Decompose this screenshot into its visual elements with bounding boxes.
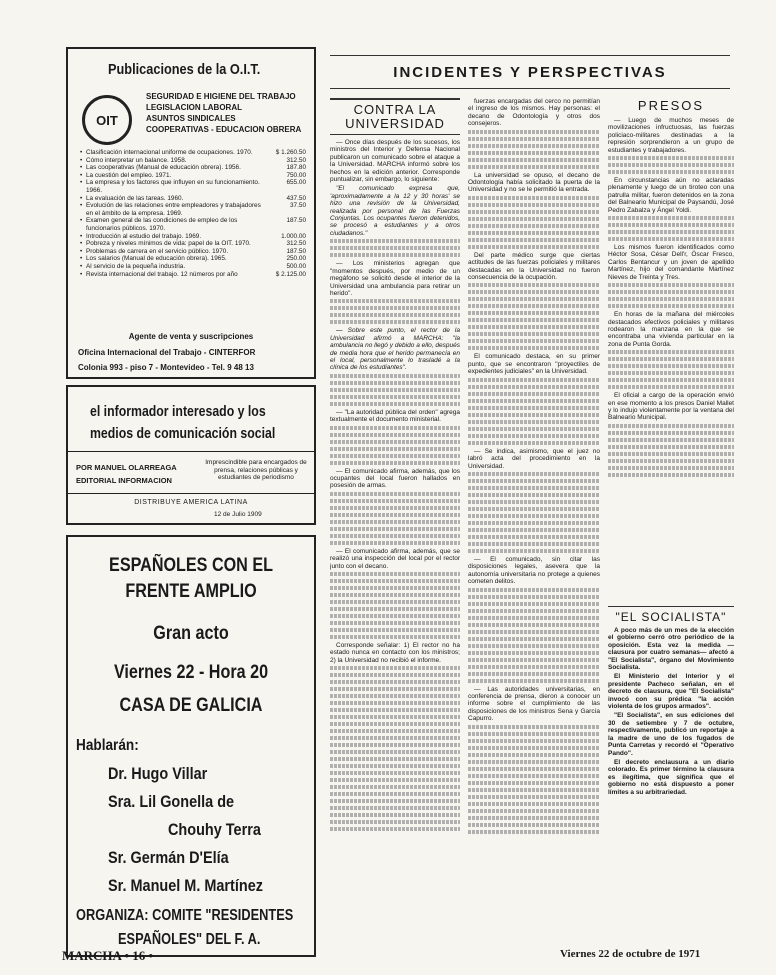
- text-line-filler: [468, 472, 600, 476]
- universidad-title-text: CONTRA LA UNIVERSIDAD: [345, 102, 445, 131]
- text-line-filler: [468, 151, 600, 155]
- oit-office: Oficina Internacional del Trabajo - CINTERFOR: [78, 348, 256, 357]
- list-item: • La cuestión del empleo. 1971. 750.00: [80, 172, 306, 180]
- text-line-filler: [330, 534, 460, 538]
- oit-topic: LEGISLACION LABORAL: [146, 103, 242, 112]
- text-line-filler: [330, 246, 460, 250]
- text-line-filler: [330, 447, 460, 451]
- article-paragraph: "El comunicado expresa que, 'aproximadamente a la 12 y 30 horas' se hizo una revisión de la Universidad, realizada por personal de las Fuerzas Conjuntas. Los ocupantes fueron detenidos, se procesó a estudiantes y a otros ciudadanos.": [330, 185, 460, 237]
- text-line-filler: [608, 357, 734, 361]
- text-line-filler: [468, 420, 600, 424]
- text-line-filler: [330, 764, 460, 768]
- text-line-filler: [608, 304, 734, 308]
- article-paragraph: — El comunicado afirma, además, que se realizó una inspección del local por el rector junto con el decano.: [330, 547, 460, 570]
- text-line-filler: [330, 299, 460, 303]
- text-line-filler: [468, 760, 600, 764]
- text-line-filler: [608, 156, 734, 160]
- oit-agent: Agente de venta y suscripciones: [128, 332, 254, 341]
- text-line-filler: [468, 830, 600, 834]
- text-line-filler: [468, 725, 600, 729]
- text-line-filler: [468, 304, 600, 308]
- text-line-filler: [468, 231, 600, 235]
- text-line-filler: [608, 385, 734, 389]
- text-line-filler: [608, 223, 734, 227]
- article-paragraph: — Se indica, asimismo, que el juez no labró acta del procedimiento en la Universidad.: [468, 447, 600, 470]
- list-item: • La evaluación de las tareas. 1960. 437.50: [80, 195, 306, 203]
- text-line-filler: [608, 445, 734, 449]
- text-line-filler: [330, 729, 460, 733]
- article-paragraph: El oficial a cargo de la operación envió en ese momento a los presos Daniel Mallet y lo indujo violentamente por la ventana del Balneario Municipal.: [608, 392, 734, 422]
- text-line-filler: [468, 493, 600, 497]
- universidad-title: [330, 98, 460, 135]
- text-line-filler: [330, 600, 460, 604]
- article-paragraph: En circunstancias aún no aclaradas plenamente y luego de un tiroteo con una patrulla militar, fueron detenidos en la zona del Balneario Municipal de Paysandú, José Pedro Zabalza y Ángel Yoldi.: [608, 177, 734, 214]
- article-paragraph: "El Socialista", en sus ediciones del 30 de setiembre y 7 de octubre, respectivamente, publicó un reportaje a la madre de uno de los fugados de Punta Carretas y recordó el "Operativo Pando".: [608, 712, 734, 757]
- text-line-filler: [330, 778, 460, 782]
- text-line-filler: [468, 165, 600, 169]
- text-line-filler: [468, 378, 600, 382]
- article-paragraph: — Luego de muchos meses de movilizaciones infructuosas, las fuerzas policiaco-militares destinadas a la represión sorprendieron a un grupo de estudiantes y trabajadores.: [608, 117, 734, 154]
- text-line-filler: [330, 239, 460, 243]
- oit-logo: [82, 95, 132, 145]
- text-line-filler: [468, 549, 600, 553]
- frente-speaker: Dr. Hugo Villar: [108, 764, 208, 783]
- text-line-filler: [608, 230, 734, 234]
- universidad-continuation: [468, 98, 600, 946]
- text-line-filler: [468, 753, 600, 757]
- text-line-filler: [468, 665, 600, 669]
- text-line-filler: [608, 466, 734, 470]
- article-paragraph: — Los ministerios agregan que "momentos después, por medio de un megáfono se solicitó desde el interior de la Universidad una ambulancia para retirar un herido".: [330, 260, 460, 297]
- text-line-filler: [468, 297, 600, 301]
- text-line-filler: [468, 602, 600, 606]
- text-line-filler: [468, 672, 600, 676]
- socialista-article: [608, 606, 734, 946]
- text-line-filler: [608, 459, 734, 463]
- text-line-filler: [468, 441, 600, 445]
- text-line-filler: [608, 290, 734, 294]
- article-paragraph: El comunicado destaca, en su primer punto, que se encontraron "proyectiles de expedientes judiciales" en la Universidad.: [468, 353, 600, 376]
- text-line-filler: [330, 607, 460, 611]
- text-line-filler: [608, 424, 734, 428]
- list-item: • Introducción al estudio del trabajo. 1969. 1.000.00: [80, 233, 306, 241]
- text-line-filler: [330, 527, 460, 531]
- article-paragraph: Corresponde señalar: 1) El rector no ha estado nunca en contacto con los ministros; 2) la Universidad no recibió el informe.: [330, 642, 460, 664]
- text-line-filler: [330, 736, 460, 740]
- text-line-filler: [330, 614, 460, 618]
- list-item: • La empresa y los factores que influyen en su funcionamiento. 1966. 655.00: [80, 179, 306, 194]
- text-line-filler: [608, 283, 734, 287]
- informador-title-2: medios de comunicación social: [90, 425, 276, 442]
- text-line-filler: [468, 325, 600, 329]
- text-line-filler: [330, 785, 460, 789]
- text-line-filler: [468, 637, 600, 641]
- text-line-filler: [330, 680, 460, 684]
- text-line-filler: [608, 438, 734, 442]
- text-line-filler: [468, 196, 600, 200]
- socialista-title: "EL SOCIALISTA": [608, 606, 734, 624]
- text-line-filler: [330, 750, 460, 754]
- page-footer-left: MARCHA • 16 •: [62, 948, 154, 963]
- oit-topic: SEGURIDAD E HIGIENE DEL TRABAJO: [146, 92, 296, 101]
- informador-ad: [66, 385, 316, 525]
- text-line-filler: [468, 130, 600, 134]
- list-item: • Los salarios (Manual de educación obrera). 1965. 250.00: [80, 255, 306, 263]
- text-line-filler: [330, 593, 460, 597]
- frente-organiza-1: ORGANIZA: COMITE "RESIDENTES: [76, 907, 294, 924]
- text-line-filler: [330, 722, 460, 726]
- text-line-filler: [330, 806, 460, 810]
- text-line-filler: [468, 217, 600, 221]
- text-line-filler: [608, 350, 734, 354]
- article-paragraph: — Las autoridades universitarias, en conferencia de prensa, dieron a conocer un informe sobre el cumplimiento de las disposiciones de los ministros Sena y García Capurro.: [468, 685, 600, 723]
- text-line-filler: [330, 374, 460, 378]
- text-line-filler: [608, 170, 734, 174]
- informador-distrib: DISTRIBUYE AMERICA LATINA: [134, 499, 248, 506]
- text-line-filler: [468, 774, 600, 778]
- frente-speakers-label: Hablarán:: [76, 737, 139, 754]
- frente-organiza-2: ESPAÑOLES" DEL F. A.: [118, 931, 261, 948]
- text-line-filler: [468, 507, 600, 511]
- text-line-filler: [330, 381, 460, 385]
- text-line-filler: [330, 792, 460, 796]
- text-line-filler: [468, 528, 600, 532]
- frente-where: CASA DE GALICIA: [119, 695, 263, 716]
- text-line-filler: [330, 541, 460, 545]
- text-line-filler: [330, 426, 460, 430]
- text-line-filler: [330, 820, 460, 824]
- text-line-filler: [468, 224, 600, 228]
- text-line-filler: [330, 701, 460, 705]
- article-paragraph: — Sobre este punto, el rector de la Universidad afirmó a MARCHA: "la ambulancia no llegó y debido a ello, después de media hora que el herido permanecía en el local, personalmente lo trasladé a la clínica de los estudiantes".: [330, 327, 460, 372]
- text-line-filler: [468, 434, 600, 438]
- presos-title: PRESOS: [637, 98, 705, 113]
- oit-topic: COOPERATIVAS - EDUCACION OBRERA: [146, 125, 302, 134]
- text-line-filler: [468, 746, 600, 750]
- divider: [68, 493, 314, 494]
- informador-author: POR MANUEL OLARREAGA: [76, 463, 177, 472]
- text-line-filler: [330, 757, 460, 761]
- article-paragraph: — Once días después de los sucesos, los ministros del Interior y Defensa Nacional publicaron un comunicado sobre el ataque a la Universidad. MARCHA informó sobre los hechos en la edición anterior. Corresponde puntualizar, sin embargo, lo siguiente:: [330, 139, 460, 184]
- text-line-filler: [330, 813, 460, 817]
- text-line-filler: [468, 616, 600, 620]
- article-paragraph: — El comunicado afirma, además, que los ocupantes del local fueron hallados en posesión de armas.: [330, 467, 460, 490]
- text-line-filler: [468, 479, 600, 483]
- text-line-filler: [468, 413, 600, 417]
- text-line-filler: [330, 499, 460, 503]
- text-line-filler: [468, 245, 600, 249]
- text-line-filler: [330, 306, 460, 310]
- article-paragraph: A poco más de un mes de la elección el gobierno cerró otro periódico de la oposición. Esta vez la medida —clausura por cuatro semanas— afectó a "El Socialista", órgano del Movimiento Socialista.: [608, 627, 734, 672]
- text-line-filler: [330, 694, 460, 698]
- text-line-filler: [468, 238, 600, 242]
- text-line-filler: [468, 392, 600, 396]
- frente-heading-2: FRENTE AMPLIO: [125, 581, 257, 602]
- text-line-filler: [468, 385, 600, 389]
- text-line-filler: [468, 486, 600, 490]
- section-banner: [330, 55, 730, 89]
- text-line-filler: [330, 461, 460, 465]
- text-line-filler: [330, 492, 460, 496]
- text-line-filler: [468, 399, 600, 403]
- text-line-filler: [330, 827, 460, 831]
- text-line-filler: [330, 708, 460, 712]
- text-line-filler: [330, 402, 460, 406]
- text-line-filler: [468, 290, 600, 294]
- text-line-filler: [468, 767, 600, 771]
- list-item: • Las cooperativas (Manual de educación obrera). 1956. 187.80: [80, 164, 306, 172]
- presos-article: [608, 98, 734, 598]
- text-line-filler: [468, 644, 600, 648]
- text-line-filler: [468, 781, 600, 785]
- banner-title: INCIDENTES Y PERSPECTIVAS: [393, 64, 667, 81]
- text-line-filler: [330, 253, 460, 257]
- list-item: • Al servicio de la pequeña industria. 500.00: [80, 263, 306, 271]
- text-line-filler: [468, 500, 600, 504]
- text-line-filler: [468, 732, 600, 736]
- article-paragraph: El decreto enclausura a un diario colorado. Es primer término la clausura es ilegítima, que significa que el gobierno no está dispuesto a poner límites a su arbitrariedad.: [608, 758, 734, 796]
- text-line-filler: [330, 635, 460, 639]
- universidad-article: [330, 98, 460, 946]
- text-line-filler: [468, 658, 600, 662]
- frente-speaker: Chouhy Terra: [168, 820, 261, 839]
- frente-amplio-ad: [66, 535, 316, 957]
- article-paragraph: El Ministerio del Interior y el presidente Pacheco señalan, en el decreto de clausura, que "El Socialista" invocó con su prédica "la acción violenta de los grupos armados".: [608, 673, 734, 711]
- text-line-filler: [608, 216, 734, 220]
- text-line-filler: [468, 346, 600, 350]
- oit-logo-text: OIT: [96, 112, 118, 128]
- text-line-filler: [330, 313, 460, 317]
- frente-when: Viernes 22 - Hora 20: [113, 662, 269, 683]
- text-line-filler: [468, 542, 600, 546]
- frente-speaker: Sr. Manuel M. Martínez: [108, 876, 263, 895]
- text-line-filler: [468, 514, 600, 518]
- text-line-filler: [330, 320, 460, 324]
- article-paragraph: fuerzas encargadas del cerco no permitían el ingreso de los mismos. Hay personas: el decano de Odontología y otros dos consejeros.: [468, 98, 600, 128]
- list-item: • Clasificación internacional uniforme de ocupaciones. 1970. $ 1.260.50: [80, 149, 306, 157]
- text-line-filler: [330, 628, 460, 632]
- article-paragraph: En horas de la mañana del miércoles destacados efectivos policiales y militares rodearon la manzana en la que se encontraba una vivienda particular en la zona de Punta Gorda.: [608, 311, 734, 348]
- text-line-filler: [468, 427, 600, 431]
- informador-blurb: Imprescindible para encargados de prensa, relaciones públicas y estudiantes de periodismo: [205, 459, 307, 482]
- text-line-filler: [468, 339, 600, 343]
- list-item: • Revista internacional del trabajo. 12 números por año $ 2.125.00: [80, 271, 306, 279]
- text-line-filler: [330, 799, 460, 803]
- text-line-filler: [468, 588, 600, 592]
- text-line-filler: [468, 651, 600, 655]
- list-item: • Pobreza y niveles mínimos de vida: papel de la OIT. 1970. 312.50: [80, 240, 306, 248]
- frente-event: Gran acto: [153, 623, 229, 644]
- oit-ad: [66, 47, 316, 379]
- text-line-filler: [330, 395, 460, 399]
- text-line-filler: [608, 364, 734, 368]
- frente-heading-1: ESPAÑOLES CON EL: [109, 555, 273, 576]
- article-paragraph: — El comunicado, sin citar las disposiciones legales, asevera que la autonomía universitaria no protege a quienes cometen delitos.: [468, 555, 600, 586]
- text-line-filler: [330, 433, 460, 437]
- oit-title: Publicaciones de la O.I.T.: [108, 61, 261, 78]
- list-item: • Examen general de las condiciones de empleo de los funcionarios públicos. 1970. 187.50: [80, 217, 306, 232]
- text-line-filler: [468, 630, 600, 634]
- text-line-filler: [468, 332, 600, 336]
- text-line-filler: [608, 297, 734, 301]
- text-line-filler: [468, 609, 600, 613]
- text-line-filler: [468, 203, 600, 207]
- oit-list: [80, 149, 306, 278]
- text-line-filler: [468, 210, 600, 214]
- text-line-filler: [468, 816, 600, 820]
- text-line-filler: [330, 743, 460, 747]
- text-line-filler: [468, 521, 600, 525]
- text-line-filler: [330, 440, 460, 444]
- text-line-filler: [608, 371, 734, 375]
- oit-address: Colonia 993 - piso 7 - Montevideo - Tel. 9 48 13: [78, 363, 254, 372]
- text-line-filler: [468, 679, 600, 683]
- text-line-filler: [330, 621, 460, 625]
- text-line-filler: [330, 586, 460, 590]
- oit-topics: [146, 91, 301, 135]
- text-line-filler: [468, 739, 600, 743]
- text-line-filler: [330, 771, 460, 775]
- list-item: • Problemas de carrera en el servicio público. 1970. 187.50: [80, 248, 306, 256]
- article-paragraph: La universidad se opuso, el decano de Odontología había solicitado la puerta de la Universidad y no se le permitió la entrada.: [468, 171, 600, 194]
- text-line-filler: [330, 454, 460, 458]
- text-line-filler: [608, 237, 734, 241]
- text-line-filler: [468, 406, 600, 410]
- informador-publisher: EDITORIAL INFORMACION: [76, 476, 172, 485]
- text-line-filler: [330, 666, 460, 670]
- text-line-filler: [608, 452, 734, 456]
- text-line-filler: [468, 311, 600, 315]
- text-line-filler: [330, 715, 460, 719]
- informador-date: 12 de Julio 1909: [214, 511, 262, 518]
- text-line-filler: [468, 595, 600, 599]
- text-line-filler: [468, 318, 600, 322]
- text-line-filler: [330, 513, 460, 517]
- frente-speaker: Sra. Lil Gonella de: [108, 792, 235, 811]
- list-item: • Evolución de las relaciones entre empleadores y trabajadores en el ámbito de la empresa. 1969. 37.50: [80, 202, 306, 217]
- frente-speaker: Sr. Germán D'Elía: [108, 848, 229, 867]
- text-line-filler: [468, 137, 600, 141]
- article-paragraph: Del parte médico surge que ciertas actitudes de las fuerzas policiales y militares destacadas en la Universidad no fueron consecuencia de la ocupación.: [468, 251, 600, 282]
- text-line-filler: [468, 823, 600, 827]
- page-footer-right: Viernes 22 de octubre de 1971: [560, 948, 701, 960]
- text-line-filler: [330, 520, 460, 524]
- oit-topic: ASUNTOS SINDICALES: [146, 114, 236, 123]
- text-line-filler: [608, 163, 734, 167]
- text-line-filler: [608, 378, 734, 382]
- text-line-filler: [468, 158, 600, 162]
- text-line-filler: [468, 788, 600, 792]
- text-line-filler: [468, 144, 600, 148]
- text-line-filler: [468, 809, 600, 813]
- list-item: • Cómo interpretar un balance. 1958. 312.50: [80, 157, 306, 165]
- text-line-filler: [330, 572, 460, 576]
- text-line-filler: [330, 687, 460, 691]
- text-line-filler: [468, 802, 600, 806]
- text-line-filler: [330, 388, 460, 392]
- text-line-filler: [330, 673, 460, 677]
- article-paragraph: Los mismos fueron identificados como Héctor Sosa, César Dell'r, Óscar Fresco, Carlos Bentancur y un joven de apellido Martínez, hijo del comandante Martínez Nieves de Treinta y Tres.: [608, 244, 734, 281]
- informador-title-1: el informador interesado y los: [90, 403, 266, 420]
- text-line-filler: [468, 283, 600, 287]
- text-line-filler: [330, 579, 460, 583]
- text-line-filler: [608, 473, 734, 477]
- text-line-filler: [330, 506, 460, 510]
- text-line-filler: [468, 795, 600, 799]
- text-line-filler: [608, 431, 734, 435]
- text-line-filler: [468, 535, 600, 539]
- article-paragraph: — "La autoridad pública del orden" agrega textualmente el documento ministerial.: [330, 408, 460, 424]
- text-line-filler: [468, 623, 600, 627]
- divider: [68, 451, 314, 452]
